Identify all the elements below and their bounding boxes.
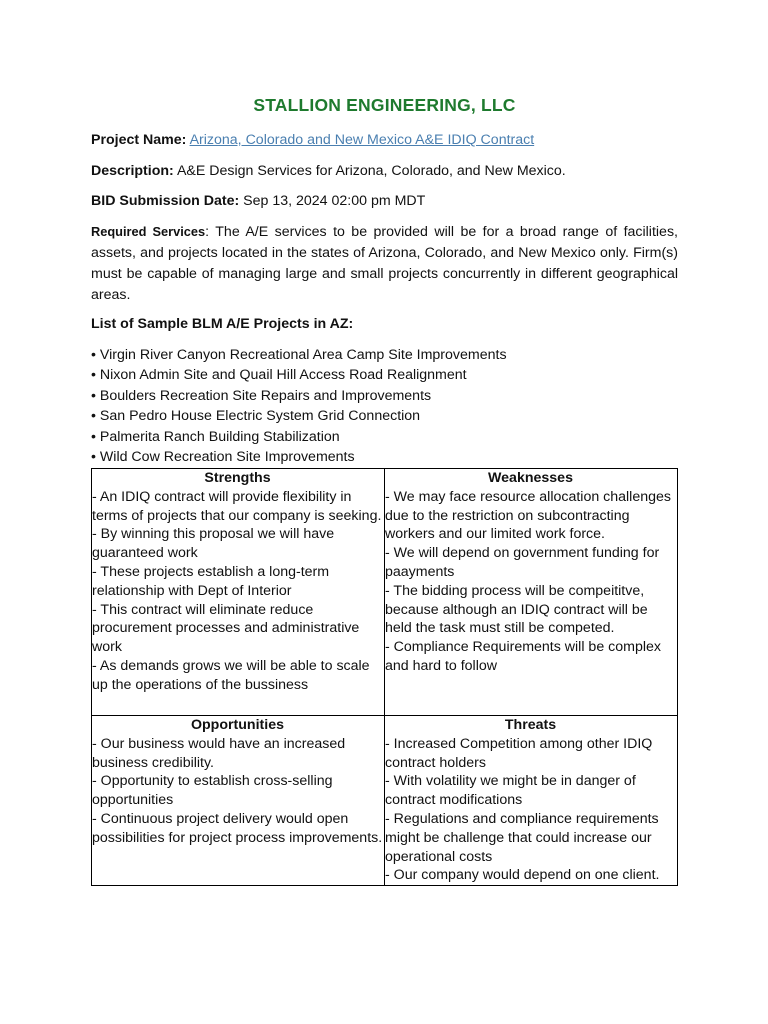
project-name-link[interactable]: Arizona, Colorado and New Mexico A&E IDIQ Contract	[189, 132, 535, 148]
table-row	[92, 716, 678, 886]
list-item: - This contract will eliminate reduce procurement processes and administrative work	[92, 601, 360, 656]
description-label: Description:	[91, 163, 174, 179]
list-item: - The bidding process will be compeititve, because although an IDIQ contract will be held the task must still be competed.	[385, 582, 648, 637]
list-item: • Virgin River Canyon Recreational Area Camp Site Improvements	[91, 347, 507, 363]
list-item: - We may face resource allocation challenges due to the restriction on subcontracting workers and our limited work force.	[385, 488, 671, 543]
bid-date-line	[91, 191, 678, 211]
threats-cell	[385, 716, 678, 886]
opportunities-heading: Opportunities	[190, 717, 284, 733]
list-item: • San Pedro House Electric System Grid Connection	[91, 408, 421, 425]
list-item: - Compliance Requirements will be complex and hard to follow	[385, 639, 661, 674]
threats-heading: Threats	[504, 717, 557, 733]
list-item: • Palmerita Ranch Building Stabilization	[91, 428, 340, 445]
list-item: - By winning this proposal we will have guaranteed work	[92, 526, 335, 562]
strengths-heading: Strengths	[204, 470, 271, 486]
project-name-line	[91, 130, 678, 150]
table-row	[92, 469, 678, 716]
bid-date-label: BID Submission Date:	[91, 193, 240, 209]
swot-table	[91, 468, 678, 886]
projects-list-heading: List of Sample BLM A/E Projects in AZ:	[91, 316, 354, 332]
list-item: - Regulations and compliance requirements might be challenge that could increase our operational costs	[385, 810, 659, 865]
projects-list	[91, 345, 678, 467]
list-item: - We will depend on government funding for paayments	[385, 545, 660, 580]
list-item: - With volatility we might be in danger of contract modifications	[385, 773, 636, 809]
list-item: • Wild Cow Recreation Site Improvements	[91, 449, 355, 466]
list-item: - Increased Competition among other IDIQ contract holders	[385, 735, 653, 771]
list-item: - Opportunity to establish cross-selling opportunities	[92, 773, 333, 809]
description-line	[91, 161, 678, 181]
opportunities-cell	[92, 716, 385, 886]
description-value: A&E Design Services for Arizona, Colorado, and New Mexico.	[176, 163, 566, 179]
weaknesses-heading: Weaknesses	[488, 470, 573, 486]
bid-date-value: Sep 13, 2024 02:00 pm MDT	[243, 193, 426, 209]
weaknesses-cell	[385, 469, 678, 716]
required-services-paragraph	[91, 221, 678, 306]
required-services-label: Required Services	[91, 224, 206, 239]
list-item: - Our business would have an increased business credibility.	[92, 735, 346, 771]
list-item: • Nixon Admin Site and Quail Hill Access Road Realignment	[91, 367, 467, 384]
list-item: - Continuous project delivery would open possibilities for project process improvements.	[92, 810, 383, 846]
project-name-label: Project Name:	[91, 132, 187, 148]
list-item: - Our company would depend on one client.	[385, 867, 660, 884]
company-title: STALLION ENGINEERING, LLC	[253, 95, 516, 115]
strengths-cell	[92, 469, 385, 716]
list-item: • Boulders Recreation Site Repairs and Improvements	[91, 387, 432, 404]
list-item: - An IDIQ contract will provide flexibility in terms of projects that our company is seeking.	[92, 488, 382, 524]
list-item: - As demands grows we will be able to scale up the operations of the bussiness	[92, 657, 370, 693]
required-services-text: : The A/E services to be provided will be for a broad range of facilities, assets, and projects located in the states of Arizona, Colorado, and New Mexico only. Firm(s) must be capable of managing large and small projects concurrently in different geographical areas.	[91, 224, 678, 303]
list-item: - These projects establish a long-term relationship with Dept of Interior	[92, 563, 330, 599]
